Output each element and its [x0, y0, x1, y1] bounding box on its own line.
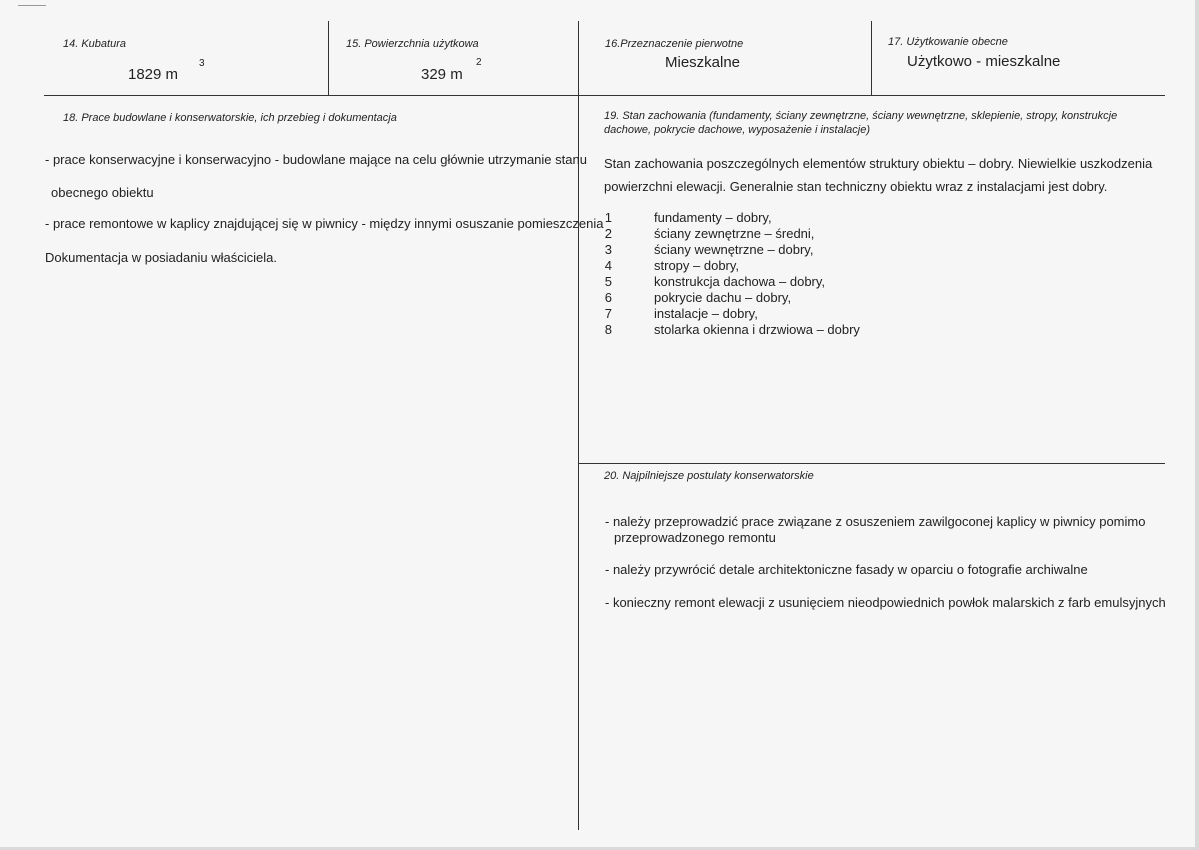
- condition-item-text: stropy – dobry,: [654, 258, 740, 273]
- section-19-summary: Stan zachowania poszczególnych elementów struktury obiektu – dobry. Niewielkie uszkodzenia powierzchni elewacji. Generalnie stan techniczny obiektu wraz z instalacjami jest dobry.: [604, 156, 1153, 194]
- divider-section-20: [578, 463, 1165, 464]
- section-18-label: 18. Prace budowlane i konserwatorskie, ich przebieg i dokumentacja: [63, 112, 397, 124]
- divider-header-3: [871, 21, 872, 95]
- section-20-label: 20. Najpilniejsze postulaty konserwatorskie: [604, 470, 814, 482]
- field-14-label: 14. Kubatura: [63, 38, 126, 50]
- field-14-value: 1829 m: [128, 66, 179, 83]
- corner-mark: [18, 5, 46, 6]
- condition-item-number: 2: [604, 226, 612, 241]
- divider-header-bottom: [44, 95, 1165, 96]
- scan-edge-right: [1195, 0, 1199, 850]
- condition-item-text: konstrukcja dachowa – dobry,: [654, 274, 826, 289]
- postulate-1-line-2: przeprowadzonego remontu: [614, 530, 776, 545]
- field-15-unit-exponent: 2: [476, 57, 482, 68]
- field-16-label: 16.Przeznaczenie pierwotne: [605, 38, 744, 50]
- field-17-value: Użytkowo - mieszkalne: [907, 53, 1061, 70]
- field-17-label: 17. Użytkowanie obecne: [888, 36, 1008, 48]
- condition-item-number: 3: [604, 242, 612, 257]
- postulate-3: - konieczny remont elewacji z usunięciem nieodpowiednich powłok malarskich z farb emulsyjnych: [605, 595, 1166, 610]
- field-14-unit-exponent: 3: [199, 58, 205, 69]
- postulate-2: - należy przywrócić detale architektoniczne fasady w oparciu o fotografie archiwalne: [605, 562, 1088, 577]
- section-18-line-1: - prace konserwacyjne i konserwacyjno - budowlane mające na celu głównie utrzymanie stanu: [45, 152, 587, 167]
- section-18-line-4: Dokumentacja w posiadaniu właściciela.: [45, 250, 277, 265]
- condition-item-text: ściany zewnętrzne – średni,: [654, 226, 815, 241]
- condition-item-number: 1: [604, 210, 612, 225]
- condition-item-text: ściany wewnętrzne – dobry,: [654, 242, 814, 257]
- field-15-label: 15. Powierzchnia użytkowa: [346, 38, 479, 50]
- condition-item-text: instalacje – dobry,: [654, 306, 758, 321]
- condition-item-number: 7: [604, 306, 612, 321]
- divider-header-1: [328, 21, 329, 95]
- field-15-value: 329 m: [421, 66, 463, 83]
- condition-item-text: fundamenty – dobry,: [654, 210, 772, 225]
- postulate-1-line-1: - należy przeprowadzić prace związane z osuszeniem zawilgoconej kaplicy w piwnicy pomimo: [605, 514, 1146, 529]
- section-18-line-2: obecnego obiektu: [51, 185, 154, 200]
- divider-header-2: [578, 21, 579, 95]
- section-19-label: 19. Stan zachowania (fundamenty, ściany zewnętrzne, ściany wewnętrzne, sklepienie, stropy, konstrukcje dachowe, pokrycie dachowe, wyposażenie i instalacje): [604, 110, 1118, 136]
- condition-item-number: 6: [604, 290, 612, 305]
- condition-item-number: 8: [604, 322, 612, 337]
- field-16-value: Mieszkalne: [665, 54, 741, 71]
- condition-item-number: 5: [604, 274, 612, 289]
- section-18-line-3: - prace remontowe w kaplicy znajdującej się w piwnicy - między innymi osuszanie pomieszczenia: [45, 216, 604, 231]
- condition-item-text: pokrycie dachu – dobry,: [654, 290, 792, 305]
- condition-item-text: stolarka okienna i drzwiowa – dobry: [654, 322, 860, 337]
- condition-item-number: 4: [604, 258, 612, 273]
